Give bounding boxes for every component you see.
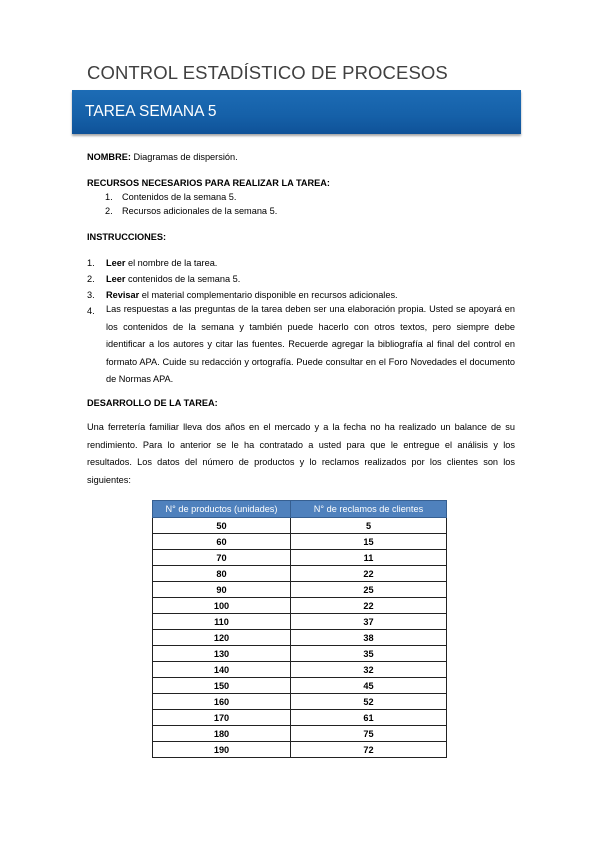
table-row bbox=[153, 566, 447, 582]
table-row bbox=[153, 694, 447, 710]
recursos-item-text: Contenidos de la semana 5. bbox=[122, 192, 237, 202]
instruccion-number: 1. bbox=[87, 258, 95, 268]
instruccion-number: 3. bbox=[87, 290, 95, 300]
cell-productos: 150 bbox=[153, 678, 291, 694]
cell-reclamos: 75 bbox=[291, 726, 447, 742]
recursos-heading: RECURSOS NECESARIOS PARA REALIZAR LA TAREA: bbox=[87, 178, 330, 188]
instruccion-verb: Revisar bbox=[106, 290, 140, 300]
table-header-row bbox=[153, 501, 447, 518]
instruccion-verb: Leer bbox=[106, 258, 126, 268]
nombre-line bbox=[87, 152, 238, 162]
instruccion-text bbox=[106, 258, 217, 268]
table-row bbox=[153, 742, 447, 758]
cell-productos: 120 bbox=[153, 630, 291, 646]
cell-reclamos: 32 bbox=[291, 662, 447, 678]
cell-productos: 190 bbox=[153, 742, 291, 758]
cell-reclamos: 38 bbox=[291, 630, 447, 646]
instruccion-paragraph: Las respuestas a las preguntas de la tarea deben ser una elaboración propia. Usted se apoyará en los contenidos de la semana y también puede hacerlo con otros textos, pero siempre debe identificar a los autores y citar las fuentes. Recuerde agregar la bibliografía al final del control en formato APA. Cuide su redacción y ortografía. Puede consultar en el Foro Novedades el documento de Normas APA. bbox=[106, 304, 515, 384]
instruccion-verb: Leer bbox=[106, 274, 126, 284]
cell-productos: 110 bbox=[153, 614, 291, 630]
nombre-label: NOMBRE: bbox=[87, 152, 131, 162]
cell-reclamos: 22 bbox=[291, 566, 447, 582]
table-row bbox=[153, 662, 447, 678]
cell-reclamos: 52 bbox=[291, 694, 447, 710]
instruccion-number: 2. bbox=[87, 274, 95, 284]
table-row bbox=[153, 646, 447, 662]
table-row bbox=[153, 582, 447, 598]
recursos-item-text: Recursos adicionales de la semana 5. bbox=[122, 206, 278, 216]
table-row bbox=[153, 630, 447, 646]
recursos-item-number: 2. bbox=[105, 206, 113, 216]
cell-reclamos: 15 bbox=[291, 534, 447, 550]
cell-productos: 130 bbox=[153, 646, 291, 662]
table-row bbox=[153, 614, 447, 630]
cell-reclamos: 5 bbox=[291, 518, 447, 534]
table-row bbox=[153, 550, 447, 566]
course-title: CONTROL ESTADÍSTICO DE PROCESOS bbox=[87, 62, 448, 83]
cell-productos: 170 bbox=[153, 710, 291, 726]
task-banner bbox=[72, 90, 521, 134]
instruccion-text bbox=[106, 290, 398, 300]
instrucciones-heading: INSTRUCCIONES: bbox=[87, 232, 167, 242]
cell-productos: 80 bbox=[153, 566, 291, 582]
table-row bbox=[153, 518, 447, 534]
cell-productos: 90 bbox=[153, 582, 291, 598]
table-row bbox=[153, 598, 447, 614]
desarrollo-paragraph: Una ferretería familiar lleva dos años en el mercado y a la fecha no ha realizado un balance de su rendimiento. Para lo anterior se le ha contratado a usted para que le entregue el análisis y los resultados. Los datos del número de productos y lo reclamos realizados por los clientes son los siguientes: bbox=[87, 422, 515, 485]
cell-productos: 180 bbox=[153, 726, 291, 742]
cell-reclamos: 72 bbox=[291, 742, 447, 758]
instruccion-text bbox=[106, 274, 240, 284]
table-body bbox=[153, 518, 447, 758]
table-row bbox=[153, 678, 447, 694]
cell-productos: 70 bbox=[153, 550, 291, 566]
cell-reclamos: 35 bbox=[291, 646, 447, 662]
cell-productos: 160 bbox=[153, 694, 291, 710]
cell-reclamos: 37 bbox=[291, 614, 447, 630]
cell-reclamos: 61 bbox=[291, 710, 447, 726]
cell-reclamos: 22 bbox=[291, 598, 447, 614]
instruccion-number: 4. bbox=[87, 306, 95, 316]
recursos-item-number: 1. bbox=[105, 192, 113, 202]
column-header-productos: N° de productos (unidades) bbox=[153, 501, 291, 518]
cell-productos: 100 bbox=[153, 598, 291, 614]
column-header-reclamos: N° de reclamos de clientes bbox=[291, 501, 447, 518]
instruccion-rest: contenidos de la semana 5. bbox=[125, 274, 241, 284]
table-row bbox=[153, 534, 447, 550]
instruccion-rest: el material complementario disponible en recursos adicionales. bbox=[139, 290, 398, 300]
cell-productos: 50 bbox=[153, 518, 291, 534]
cell-reclamos: 11 bbox=[291, 550, 447, 566]
cell-productos: 60 bbox=[153, 534, 291, 550]
data-table bbox=[152, 500, 447, 758]
desarrollo-heading: DESARROLLO DE LA TAREA: bbox=[87, 398, 218, 408]
table-row bbox=[153, 726, 447, 742]
cell-reclamos: 25 bbox=[291, 582, 447, 598]
instruccion-rest: el nombre de la tarea. bbox=[125, 258, 218, 268]
cell-reclamos: 45 bbox=[291, 678, 447, 694]
banner-title: TAREA SEMANA 5 bbox=[85, 103, 217, 120]
nombre-value: Diagramas de dispersión. bbox=[130, 152, 238, 162]
cell-productos: 140 bbox=[153, 662, 291, 678]
table-row bbox=[153, 710, 447, 726]
